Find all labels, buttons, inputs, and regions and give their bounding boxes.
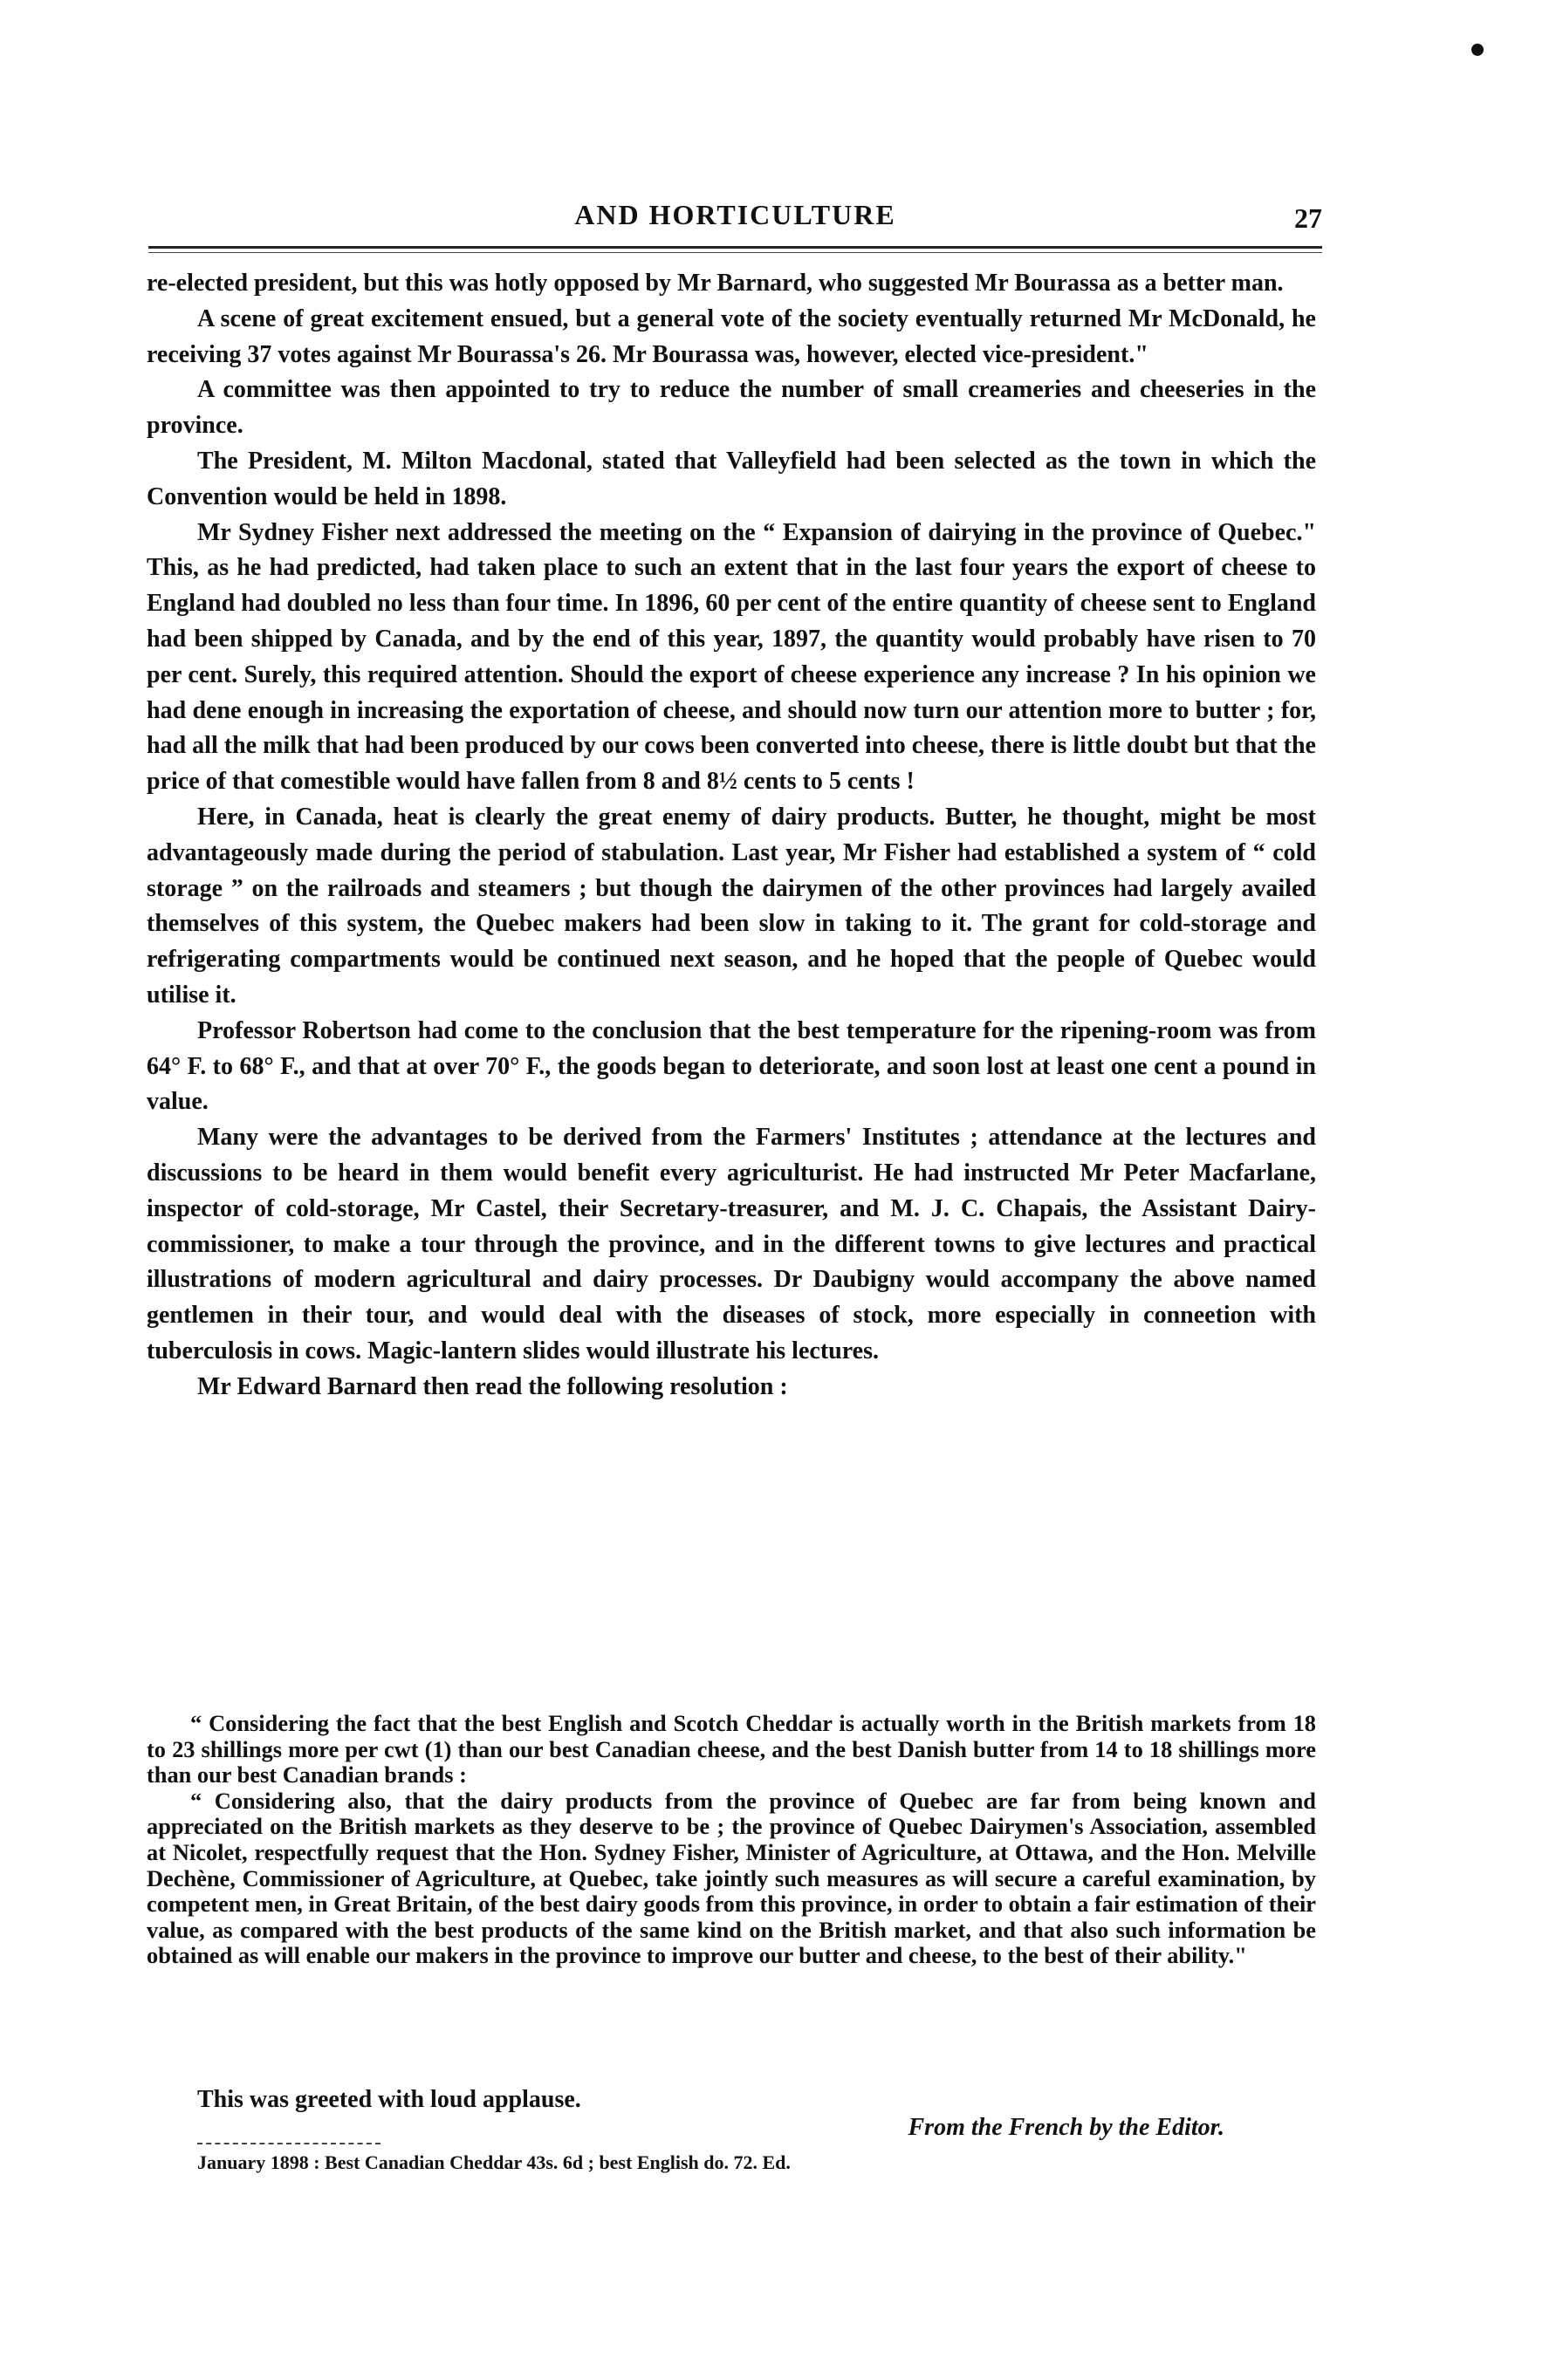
- ink-dot: [1471, 44, 1484, 56]
- paragraph: re-elected president, but this was hotly opposed by Mr Barnard, who suggested Mr Bourassa as a better man.: [147, 270, 1284, 297]
- closing-line: This was greeted with loud applause.: [197, 2086, 581, 2113]
- body-text: [147, 266, 1316, 1405]
- paragraph: Mr Sydney Fisher next addressed the meeting on the “ Expansion of dairying in the province of Quebec." This, as he had predicted, had taken place to such an extent that in the last four years the export of cheese to England had doubled no less than four time. In 1896, 60 per cent of the entire quantity of cheese sent to England had been shipped by Canada, and by the end of this year, 1897, the quantity would probably have risen to 70 per cent. Surely, this required attention. Should the export of cheese experience any increase ? In his opinion we had dene enough in increasing the exportation of cheese, and should now turn our attention more to butter ; for, had all the milk that had been produced by our cows been converted into cheese, there is little doubt but that the price of that comestible would have fallen from 8 and 8½ cents to 5 cents !: [147, 518, 1316, 796]
- paragraph: A scene of great excitement ensued, but a general vote of the society eventually returned Mr McDonald, he receiving 37 votes against Mr Bourassa's 26. Mr Bourassa was, however, elected vice-president.": [147, 304, 1316, 368]
- resolution-text: [147, 1711, 1316, 1969]
- resolution-paragraph: “ Considering also, that the dairy products from the province of Quebec are far from being known and appreciated on the British markets as they deserve to be ; the province of Quebec Dairymen's Association, assembled at Nicolet, respectfully request that the Hon. Sydney Fisher, Minister of Agriculture, at Ottawa, and the Hon. Melville Dechène, Commissioner of Agriculture, at Quebec, take jointly such measures as will secure a careful examination, by competent men, in Great Britain, of the best dairy goods from this province, in order to obtain a fair estimation of their value, as compared with the best products of the same kind on the British market, and that also such information be obtained as will enable our makers in the province to improve our butter and cheese, to the best of their ability.": [147, 1787, 1316, 1969]
- running-head: AND HORTICULTURE: [574, 199, 896, 230]
- footnote-rule: [197, 2143, 380, 2144]
- paragraph: Many were the advantages to be derived from the Farmers' Institutes ; attendance at the lectures and discussions to be heard in them would benefit every agriculturist. He had instructed Mr Peter Macfarlane, inspector of cold-storage, Mr Castel, their Secretary-treasurer, and M. J. C. Chapais, the Assistant Dairy-commissioner, to make a tour through the province, and in the different towns to give lectures and practical illustrations of modern agricultural and dairy processes. Dr Daubigny would accompany the above named gentlemen in their tour, and would deal with the diseases of stock, more especially in conneetion with tuberculosis in cows. Magic-lantern slides would illustrate his lectures.: [147, 1124, 1316, 1364]
- page-header: [148, 199, 1322, 244]
- page-number: 27: [1294, 202, 1322, 234]
- paragraph: Here, in Canada, heat is clearly the great enemy of dairy products. Butter, he thought, might be most advantageously made during the period of stabulation. Last year, Mr Fisher had established a system of “ cold storage ” on the railroads and steamers ; but though the dairymen of the other provinces had largely availed themselves of this system, the Quebec makers had been slow in taking to it. The grant for cold-storage and refrigerating compartments would be continued next season, and he hoped that the people of Quebec would utilise it.: [147, 803, 1316, 1009]
- header-rule: [148, 246, 1322, 249]
- resolution-paragraph: “ Considering the fact that the best English and Scotch Cheddar is actually worth in the British markets from 18 to 23 shillings more per cwt (1) than our best Canadian cheese, and the best Danish butter from 14 to 18 shillings more than our best Canadian brands :: [147, 1710, 1316, 1788]
- paragraph: Mr Edward Barnard then read the following resolution :: [197, 1372, 788, 1400]
- attribution: From the French by the Editor.: [908, 2114, 1224, 2141]
- paragraph: The President, M. Milton Macdonal, stated that Valleyfield had been selected as the town in which the Convention would be held in 1898.: [147, 447, 1316, 510]
- paragraph: A committee was then appointed to try to reduce the number of small creameries and cheeseries in the province.: [147, 376, 1316, 440]
- paragraph: Professor Robertson had come to the conclusion that the best temperature for the ripening-room was from 64° F. to 68° F., and that at over 70° F., the goods began to deteriorate, and soon lost at least one cent a pound in value.: [147, 1016, 1316, 1116]
- footnote: January 1898 : Best Canadian Cheddar 43s. 6d ; best English do. 72. Ed.: [197, 2151, 791, 2173]
- header-rule-thin: [148, 252, 1322, 253]
